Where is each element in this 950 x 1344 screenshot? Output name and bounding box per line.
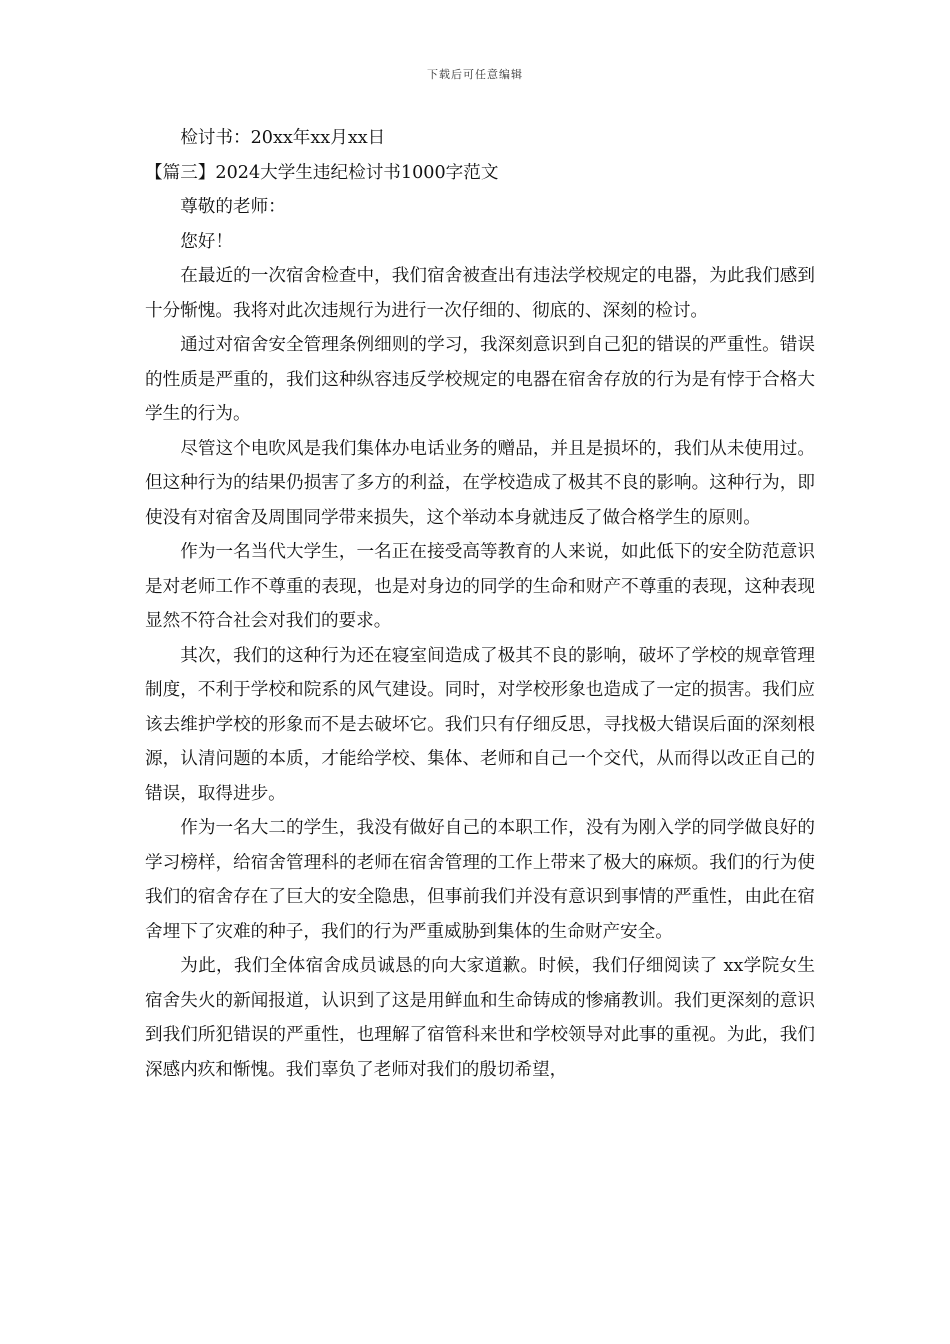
page-header: 下载后可任意编辑 bbox=[427, 68, 523, 81]
document-body bbox=[145, 121, 815, 1087]
body-paragraph: 作为一名当代大学生，一名正在接受高等教育的人来说，如此低下的安全防范意识是对老师工作不尊重的表现，也是对身边的同学的生命和财产不尊重的表现，这种表现显然不符合社会对我们的要求。 bbox=[145, 542, 815, 631]
body-paragraph: 通过对宿舍安全管理条例细则的学习，我深刻意识到自己犯的错误的严重性。错误的性质是严重的，我们这种纵容违反学校规定的电器在宿舍存放的行为是有悖于合格大学生的行为。 bbox=[145, 335, 815, 424]
greeting: 您好！ bbox=[180, 231, 233, 252]
salutation: 尊敬的老师： bbox=[180, 197, 286, 217]
body-paragraph: 尽管这个电吹风是我们集体办电话业务的赠品，并且是损坏的，我们从未使用过。但这种行为的结果仍损害了多方的利益，在学校造成了极其不良的影响。这种行为，即使没有对宿舍及周围同学带来损失，这个举动本身就违反了做合格学生的原则。 bbox=[145, 438, 815, 528]
body-paragraph: 为此，我们全体宿舍成员诚恳的向大家道歉。时候，我们仔细阅读了 xx学院女生宿舍失火的新闻报道，认识到了这是用鲜血和生命铸成的惨痛教训。我们更深刻的意识到我们所犯错误的严重性，也理解了宿管科来世和学校领导对此事的重视。为此，我们深感内疚和惭愧。我们辜负了老师对我们的殷切希望， bbox=[145, 956, 815, 1080]
body-paragraph: 其次，我们的这种行为还在寝室间造成了极其不良的影响，破坏了学校的规章管理制度，不利于学校和院系的风气建设。同时，对学校形象也造成了一定的损害。我们应该去维护学校的形象而不是去破坏它。我们只有仔细反思，寻找极大错误后面的深刻根源，认清问题的本质，才能给学校、集体、老师和自己一个交代，从而得以改正自己的错误，取得进步。 bbox=[145, 645, 815, 804]
body-paragraph: 在最近的一次宿舍检查中，我们宿舍被查出有违法学校规定的电器，为此我们感到十分惭愧。我将对此次违规行为进行一次仔细的、彻底的、深刻的检讨。 bbox=[145, 266, 815, 321]
body-paragraph: 作为一名大二的学生，我没有做好自己的本职工作，没有为刚入学的同学做良好的学习榜样，给宿舍管理科的老师在宿舍管理的工作上带来了极大的麻烦。我们的行为使我们的宿舍存在了巨大的安全隐患，但事前我们并没有意识到事情的严重性，由此在宿舍埋下了灾难的种子，我们的行为严重威胁到集体的生命财产安全。 bbox=[145, 818, 815, 942]
date-line: 检讨书：20xx年xx月xx日 bbox=[180, 128, 386, 148]
section-title: 【篇三】2024大学生违纪检讨书1000字范文 bbox=[145, 162, 499, 183]
